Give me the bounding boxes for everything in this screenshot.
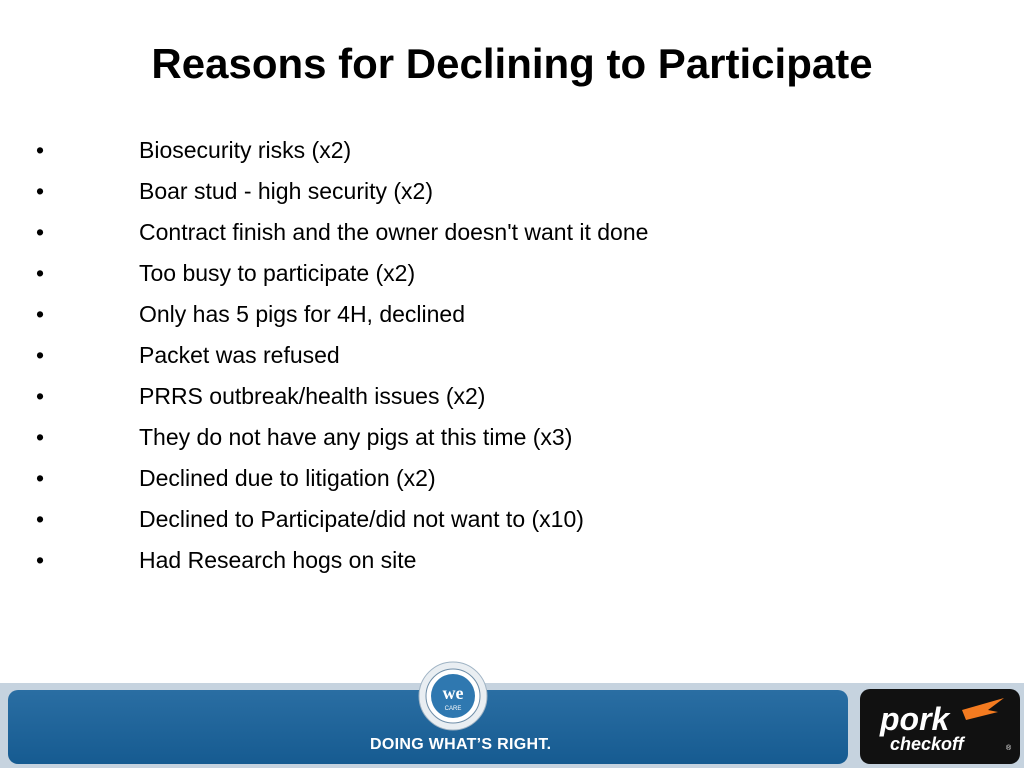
svg-text:we: we [442,683,464,703]
bullet-marker: • [36,260,45,286]
list-item [0,335,1024,376]
list-item-text: Declined due to litigation (x2) [139,465,436,491]
bullet-list [0,130,1024,581]
list-item-text: Had Research hogs on site [139,547,417,573]
bullet-marker: • [36,424,45,450]
list-item-text: They do not have any pigs at this time (x3) [139,424,573,450]
svg-text:®: ® [1006,745,1012,752]
list-item [0,171,1024,212]
list-item [0,130,1024,171]
list-item-text: Boar stud - high security (x2) [139,178,434,204]
slide-title: Reasons for Declining to Participate [151,40,873,87]
list-item-text: Too busy to participate (x2) [139,260,416,286]
list-item [0,417,1024,458]
bullet-marker: • [36,465,45,491]
bullet-marker: • [36,301,45,327]
list-item-text: Packet was refused [139,342,340,368]
list-item-text: Contract finish and the owner doesn't want it done [139,219,649,245]
list-item [0,540,1024,581]
bullet-marker: • [36,342,45,368]
list-item-text: PRRS outbreak/health issues (x2) [139,383,486,409]
svg-text:checkoff: checkoff [890,734,964,754]
list-item [0,212,1024,253]
svg-text:pork: pork [880,701,950,737]
bullet-marker: • [36,506,45,532]
list-item [0,376,1024,417]
list-item [0,458,1024,499]
we-care-seal-icon [418,661,488,731]
list-item-text: Biosecurity risks (x2) [139,137,352,163]
bullet-marker: • [36,178,45,204]
bullet-marker: • [36,137,45,163]
bullet-marker: • [36,219,45,245]
svg-text:CARE: CARE [444,706,462,712]
list-item [0,253,1024,294]
bullet-marker: • [36,383,45,409]
list-item-text: Only has 5 pigs for 4H, declined [139,301,466,327]
bullet-marker: • [36,547,45,573]
list-item-text: Declined to Participate/did not want to (x10) [139,506,584,532]
list-item [0,499,1024,540]
list-item [0,294,1024,335]
footer-tagline: DOING WHAT’S RIGHT. [370,736,552,753]
pork-checkoff-logo [870,696,1015,758]
